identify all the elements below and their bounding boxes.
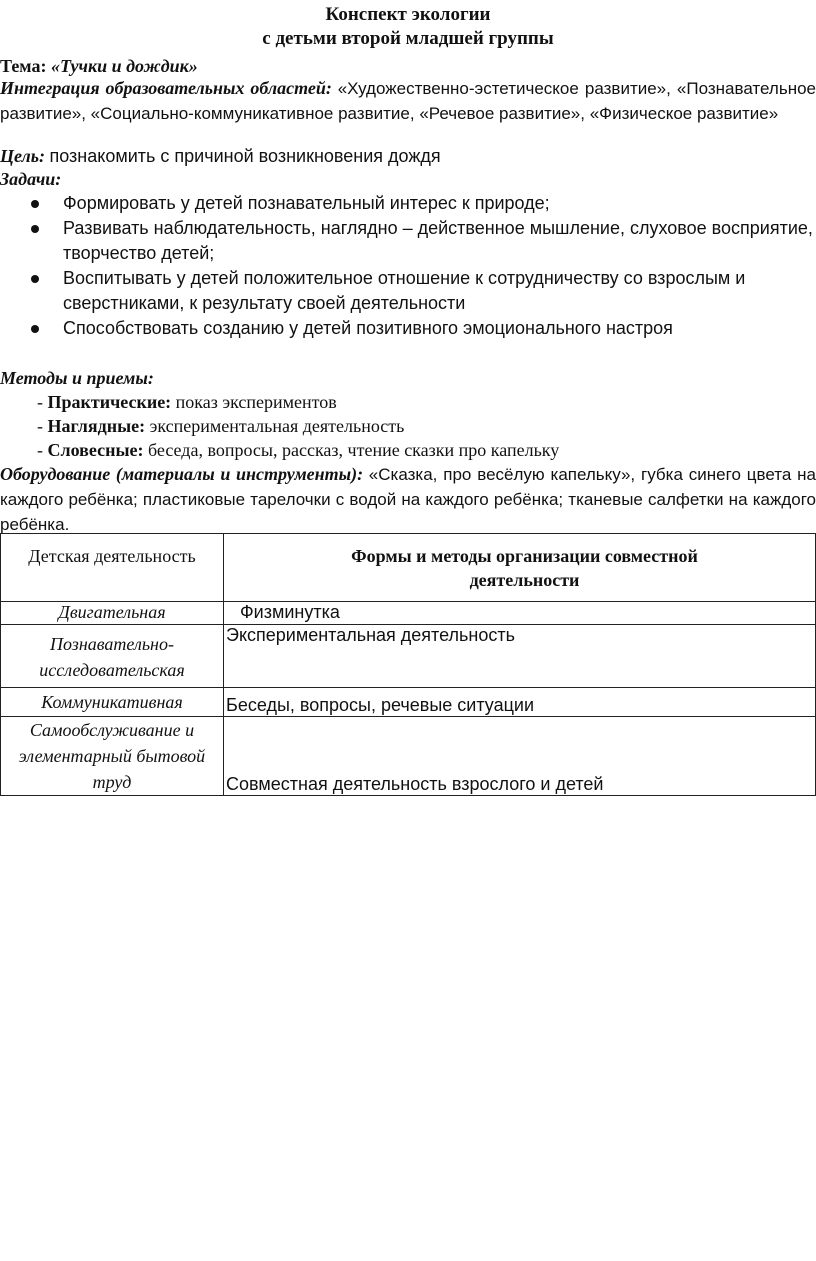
table-row: [1, 688, 816, 717]
bullet-icon: [31, 225, 39, 233]
tasks-label: Задачи:: [0, 169, 62, 189]
equipment-paragraph: [0, 462, 816, 537]
equipment-value: «Сказка, про весёлую капельку», губка синего цвета на каждого ребёнка; пластиковые тарелочки с водой на каждого ребёнка; тканевые салфетки на каждого ребёнка.: [0, 465, 816, 534]
topic-value: «Тучки и дождик»: [50, 56, 198, 76]
table-cell: Самообслуживание и элементарный бытовой труд: [1, 717, 224, 796]
table-cell: Двигательная: [1, 602, 224, 625]
table-cell: Экспериментальная деятельность: [224, 625, 816, 688]
table-row: [1, 602, 816, 625]
bullet-icon: [31, 325, 39, 333]
methods-section: [0, 366, 816, 462]
integration-paragraph: [0, 76, 816, 126]
equipment-label: Оборудование (материалы и инструменты):: [0, 464, 364, 484]
method-item: - Словесные: беседа, вопросы, рассказ, чтение сказки про капельку: [37, 440, 560, 460]
task-item: Способствовать созданию у детей позитивного эмоционального настроя: [0, 316, 816, 341]
bullet-icon: [31, 275, 39, 283]
method-item: - Наглядные: экспериментальная деятельность: [37, 416, 405, 436]
table-cell: Коммуникативная: [1, 688, 224, 717]
bullet-icon: [31, 200, 39, 208]
table-row: [1, 717, 816, 796]
table-row: [1, 625, 816, 688]
table-header-row: [1, 534, 816, 602]
integration-label: Интеграция образовательных областей:: [0, 78, 332, 98]
activity-table: [0, 533, 816, 796]
task-item: Формировать у детей познавательный интерес к природе;: [0, 191, 816, 216]
table-cell: Физминутка: [224, 602, 816, 625]
table-cell: Познавательно-исследовательская: [1, 625, 224, 688]
table-cell: Беседы, вопросы, речевые ситуации: [224, 688, 816, 717]
tasks-list: [0, 191, 816, 341]
doc-title-line2: с детьми второй младшей группы: [262, 28, 554, 49]
goal-value: познакомить с причиной возникновения дождя: [49, 146, 441, 166]
topic-line: [0, 54, 816, 78]
task-item: Развивать наблюдательность, наглядно – действенное мышление, слуховое восприятие, творчество детей;: [0, 216, 816, 266]
goal-line: [0, 144, 816, 168]
table-header-cell: Формы и методы организации совместной деятельности: [224, 534, 816, 602]
task-item: Воспитывать у детей положительное отношение к сотрудничеству со взрослым и сверстниками, к результату своей деятельности: [0, 266, 816, 316]
tasks-heading: [0, 167, 816, 191]
integration-value: «Художественно-эстетическое развитие», «Познавательное развитие», «Социально-коммуникативное развитие, «Речевое развитие», «Физическое развитие»: [0, 79, 816, 123]
topic-label: Тема:: [0, 56, 47, 76]
method-item: - Практические: показ экспериментов: [37, 392, 337, 412]
methods-label: Методы и приемы:: [0, 368, 154, 388]
table-header-cell: Детская деятельность: [1, 534, 224, 602]
table-cell: Совместная деятельность взрослого и детей: [224, 717, 816, 796]
doc-title-line1: Конспект экологии: [325, 4, 491, 25]
goal-label: Цель:: [0, 146, 45, 166]
